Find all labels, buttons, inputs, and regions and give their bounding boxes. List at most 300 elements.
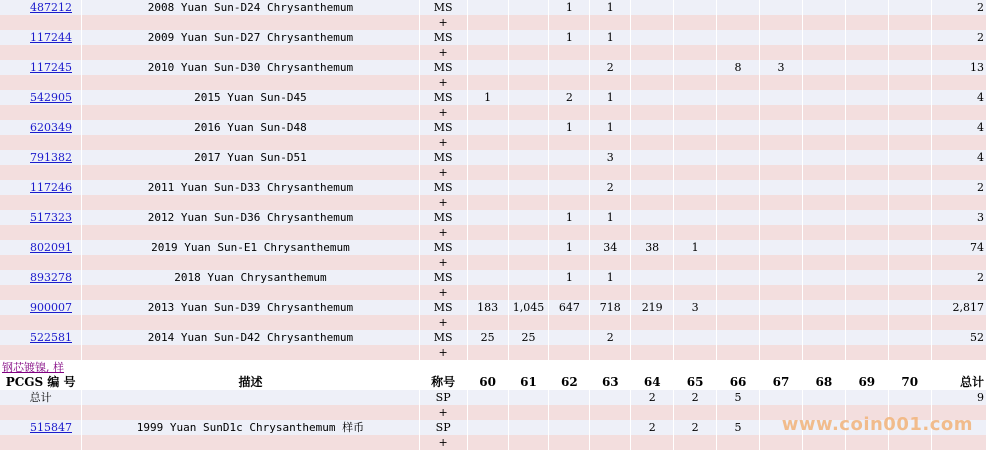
grade-count-cell: [467, 60, 508, 75]
grade-count-cell: [802, 120, 845, 135]
empty-cell: [590, 195, 631, 210]
empty-cell: [590, 225, 631, 240]
grade-count-cell: 219: [631, 300, 674, 315]
grade-count-cell: 3: [590, 150, 631, 165]
empty-cell: [931, 45, 986, 60]
grade-count-cell: [549, 180, 590, 195]
grade-count-cell: [845, 120, 888, 135]
plus-cell[interactable]: +: [419, 435, 467, 450]
empty-cell: [467, 15, 508, 30]
empty-cell: [888, 45, 931, 60]
plus-cell[interactable]: +: [419, 135, 467, 150]
plus-row: [0, 285, 987, 300]
pcgs-number-link[interactable]: 522581: [30, 331, 72, 344]
column-header: 63: [590, 375, 631, 390]
grade-count-cell: 1: [549, 0, 590, 15]
empty-cell: [760, 225, 803, 240]
empty-cell: [631, 315, 674, 330]
grade-count-cell: [802, 30, 845, 45]
empty-cell: [0, 105, 82, 120]
empty-cell: [467, 405, 508, 420]
pcgs-number-cell: [0, 180, 82, 195]
grade-count-cell: [802, 0, 845, 15]
table-row: [0, 210, 987, 225]
pcgs-number-cell: [0, 120, 82, 135]
grade-count-cell: [717, 120, 760, 135]
grade-count-cell: 1: [590, 0, 631, 15]
grade-count-cell: [590, 390, 631, 405]
pcgs-number-link[interactable]: 802091: [30, 241, 72, 254]
empty-cell: [674, 195, 717, 210]
empty-cell: [82, 315, 419, 330]
grade-count-cell: [845, 0, 888, 15]
grade-count-cell: [760, 390, 803, 405]
grade-count-cell: 2: [590, 180, 631, 195]
empty-cell: [931, 165, 986, 180]
empty-cell: [82, 345, 419, 360]
empty-cell: [590, 405, 631, 420]
empty-cell: [82, 105, 419, 120]
table-row: [0, 180, 987, 195]
grade-count-cell: [674, 30, 717, 45]
grade-count-cell: [845, 150, 888, 165]
empty-cell: [760, 75, 803, 90]
grade-count-cell: 25: [467, 330, 508, 345]
grade-count-cell: 1: [590, 90, 631, 105]
empty-cell: [717, 75, 760, 90]
plus-cell[interactable]: +: [419, 285, 467, 300]
grade-count-cell: 718: [590, 300, 631, 315]
empty-cell: [845, 75, 888, 90]
empty-cell: [760, 165, 803, 180]
grade-count-cell: [888, 180, 931, 195]
grade-count-cell: [717, 330, 760, 345]
empty-cell: [590, 135, 631, 150]
empty-cell: [931, 135, 986, 150]
empty-cell: [508, 435, 549, 450]
section-row: [0, 360, 987, 375]
grade-count-cell: 8: [717, 60, 760, 75]
empty-cell: [82, 435, 419, 450]
grade-count-cell: [631, 90, 674, 105]
empty-cell: [467, 435, 508, 450]
empty-cell: [631, 75, 674, 90]
grade-count-cell: [760, 0, 803, 15]
column-header: 称号: [419, 375, 467, 390]
empty-cell: [82, 225, 419, 240]
pcgs-number-cell: [0, 90, 82, 105]
grade-count-cell: [549, 60, 590, 75]
empty-cell: [631, 45, 674, 60]
empty-cell: [631, 165, 674, 180]
grade-count-cell: [631, 270, 674, 285]
grade-count-cell: 1: [549, 240, 590, 255]
empty-cell: [888, 75, 931, 90]
grade-count-cell: [631, 60, 674, 75]
empty-cell: [0, 195, 82, 210]
empty-cell: [590, 315, 631, 330]
empty-cell: [845, 195, 888, 210]
pcgs-number-link[interactable]: 517323: [30, 211, 72, 224]
empty-cell: [631, 435, 674, 450]
grade-count-cell: [508, 90, 549, 105]
empty-cell: [467, 195, 508, 210]
total-cell: 4: [931, 90, 986, 105]
empty-cell: [508, 405, 549, 420]
pcgs-number-cell: [0, 30, 82, 45]
plus-cell[interactable]: +: [419, 225, 467, 240]
pcgs-number-cell: [0, 330, 82, 345]
pcgs-number-link[interactable]: 117245: [30, 61, 72, 74]
grade-count-cell: [802, 300, 845, 315]
empty-cell: [674, 435, 717, 450]
grade-count-cell: [845, 330, 888, 345]
empty-cell: [674, 255, 717, 270]
empty-cell: [931, 75, 986, 90]
empty-cell: [0, 165, 82, 180]
pcgs-number-link[interactable]: 900007: [30, 301, 72, 314]
empty-cell: [717, 135, 760, 150]
grade-count-cell: [717, 90, 760, 105]
empty-cell: [0, 405, 82, 420]
column-header: PCGS 编 号: [0, 375, 82, 390]
empty-cell: [674, 285, 717, 300]
table-row: [0, 390, 987, 405]
empty-cell: [931, 105, 986, 120]
pcgs-number-link[interactable]: 791382: [30, 151, 72, 164]
empty-cell: [549, 255, 590, 270]
grade-count-cell: [717, 240, 760, 255]
grade-count-cell: [467, 0, 508, 15]
description-cell: 2018 Yuan Chrysanthemum: [82, 270, 419, 285]
empty-cell: [674, 165, 717, 180]
grade-count-cell: [760, 300, 803, 315]
empty-cell: [845, 45, 888, 60]
grade-count-cell: [508, 150, 549, 165]
designation-cell: MS: [419, 210, 467, 225]
empty-cell: [845, 15, 888, 30]
empty-cell: [760, 345, 803, 360]
empty-cell: [508, 45, 549, 60]
pcgs-number-link[interactable]: 542905: [30, 91, 72, 104]
plus-cell[interactable]: +: [419, 315, 467, 330]
grade-count-cell: 2: [631, 390, 674, 405]
total-cell: 2: [931, 0, 986, 15]
grade-count-cell: [845, 300, 888, 315]
empty-cell: [549, 405, 590, 420]
empty-cell: [760, 285, 803, 300]
empty-cell: [888, 225, 931, 240]
pcgs-number-cell: [0, 60, 82, 75]
grade-count-cell: 1: [590, 120, 631, 135]
empty-cell: [931, 15, 986, 30]
empty-cell: [888, 255, 931, 270]
grade-count-cell: [845, 240, 888, 255]
empty-cell: [467, 345, 508, 360]
grade-count-cell: [888, 120, 931, 135]
grade-count-cell: 1: [590, 210, 631, 225]
grade-count-cell: 38: [631, 240, 674, 255]
empty-cell: [888, 135, 931, 150]
empty-cell: [0, 315, 82, 330]
plus-cell[interactable]: +: [419, 75, 467, 90]
empty-cell: [931, 435, 986, 450]
grade-count-cell: [717, 0, 760, 15]
grade-count-cell: [674, 180, 717, 195]
column-header: 61: [508, 375, 549, 390]
grade-count-cell: [845, 90, 888, 105]
empty-cell: [631, 255, 674, 270]
description-cell: 1999 Yuan SunD1c Chrysanthemum 样币: [82, 420, 419, 435]
grade-count-cell: 1: [590, 270, 631, 285]
description-cell: 2015 Yuan Sun-D45: [82, 90, 419, 105]
plus-row: [0, 195, 987, 210]
plus-row: [0, 15, 987, 30]
pcgs-number-link[interactable]: 487212: [30, 1, 72, 14]
empty-cell: [845, 435, 888, 450]
grade-count-cell: [508, 120, 549, 135]
empty-cell: [931, 285, 986, 300]
empty-cell: [845, 105, 888, 120]
empty-cell: [467, 315, 508, 330]
grade-count-cell: 1,045: [508, 300, 549, 315]
designation-cell: MS: [419, 30, 467, 45]
empty-cell: [845, 285, 888, 300]
plus-row: [0, 165, 987, 180]
empty-cell: [888, 195, 931, 210]
grade-count-cell: [760, 180, 803, 195]
grade-count-cell: [888, 0, 931, 15]
empty-cell: [82, 405, 419, 420]
grade-count-cell: [888, 390, 931, 405]
column-header: 60: [467, 375, 508, 390]
watermark: www.coin001.com: [781, 414, 973, 435]
table-row: [0, 330, 987, 345]
grade-count-cell: [467, 150, 508, 165]
designation-cell: MS: [419, 0, 467, 15]
total-cell: 2,817: [931, 300, 986, 315]
grade-count-cell: 3: [674, 300, 717, 315]
grade-count-cell: 2: [590, 330, 631, 345]
empty-cell: [802, 105, 845, 120]
empty-cell: [82, 15, 419, 30]
empty-cell: [888, 315, 931, 330]
grade-count-cell: [674, 90, 717, 105]
grade-count-cell: [845, 270, 888, 285]
grade-count-cell: [549, 330, 590, 345]
empty-cell: [802, 195, 845, 210]
column-header: 68: [802, 375, 845, 390]
grade-count-cell: [888, 270, 931, 285]
description-cell: 2017 Yuan Sun-D51: [82, 150, 419, 165]
section-link[interactable]: 钢芯镀镍, 样: [2, 361, 64, 374]
empty-cell: [590, 105, 631, 120]
grade-count-cell: 3: [760, 60, 803, 75]
empty-cell: [631, 105, 674, 120]
empty-cell: [82, 75, 419, 90]
description-cell: 2010 Yuan Sun-D30 Chrysanthemum: [82, 60, 419, 75]
plus-row: [0, 45, 987, 60]
empty-cell: [802, 255, 845, 270]
grade-count-cell: [760, 240, 803, 255]
empty-cell: [845, 345, 888, 360]
grade-count-cell: 25: [508, 330, 549, 345]
empty-cell: [590, 165, 631, 180]
grade-count-cell: [888, 30, 931, 45]
empty-cell: [717, 165, 760, 180]
grade-count-cell: [508, 240, 549, 255]
empty-cell: [467, 135, 508, 150]
plus-cell[interactable]: +: [419, 255, 467, 270]
plus-cell[interactable]: +: [419, 105, 467, 120]
plus-cell[interactable]: +: [419, 15, 467, 30]
pcgs-number-cell: [0, 240, 82, 255]
empty-cell: [508, 15, 549, 30]
description-cell: 2008 Yuan Sun-D24 Chrysanthemum: [82, 0, 419, 15]
empty-cell: [631, 135, 674, 150]
plus-row: [0, 435, 987, 450]
empty-cell: [931, 345, 986, 360]
table-row: [0, 240, 987, 255]
grade-count-cell: 1: [549, 30, 590, 45]
total-cell: 2: [931, 270, 986, 285]
grade-count-cell: [674, 0, 717, 15]
grade-count-cell: [802, 390, 845, 405]
total-cell: 9: [931, 390, 986, 405]
column-header: 65: [674, 375, 717, 390]
empty-cell: [802, 15, 845, 30]
empty-cell: [631, 15, 674, 30]
empty-cell: [802, 135, 845, 150]
grade-count-cell: [674, 330, 717, 345]
empty-cell: [82, 255, 419, 270]
empty-cell: [674, 315, 717, 330]
empty-cell: [888, 435, 931, 450]
plus-row: [0, 135, 987, 150]
grade-count-cell: [717, 300, 760, 315]
plus-row: [0, 105, 987, 120]
description-cell: 2014 Yuan Sun-D42 Chrysanthemum: [82, 330, 419, 345]
grade-count-cell: [508, 390, 549, 405]
empty-cell: [631, 195, 674, 210]
grade-count-cell: [760, 120, 803, 135]
grade-count-cell: [802, 210, 845, 225]
grade-count-cell: 2: [674, 420, 717, 435]
grade-count-cell: 1: [590, 30, 631, 45]
empty-cell: [717, 315, 760, 330]
empty-cell: [931, 255, 986, 270]
empty-cell: [82, 285, 419, 300]
empty-cell: [549, 225, 590, 240]
empty-cell: [717, 15, 760, 30]
grade-count-cell: [802, 240, 845, 255]
empty-cell: [888, 285, 931, 300]
total-cell: 4: [931, 120, 986, 135]
empty-cell: [549, 285, 590, 300]
description-cell: 2011 Yuan Sun-D33 Chrysanthemum: [82, 180, 419, 195]
grade-count-cell: [888, 330, 931, 345]
empty-cell: [467, 165, 508, 180]
table-row: [0, 120, 987, 135]
grade-count-cell: [674, 270, 717, 285]
grade-count-cell: [760, 150, 803, 165]
pcgs-number-link[interactable]: 620349: [30, 121, 72, 134]
empty-cell: [760, 255, 803, 270]
grade-count-cell: [467, 30, 508, 45]
grade-count-cell: [631, 330, 674, 345]
empty-cell: [508, 285, 549, 300]
pcgs-number-cell: [0, 420, 82, 435]
empty-cell: [631, 405, 674, 420]
grade-count-cell: [631, 0, 674, 15]
grade-count-cell: [549, 150, 590, 165]
designation-cell: MS: [419, 180, 467, 195]
empty-cell: [845, 225, 888, 240]
empty-cell: [590, 285, 631, 300]
designation-cell: MS: [419, 60, 467, 75]
grade-count-cell: [549, 390, 590, 405]
grade-count-cell: [717, 150, 760, 165]
empty-cell: [549, 315, 590, 330]
empty-cell: [549, 345, 590, 360]
grade-count-cell: [760, 90, 803, 105]
pcgs-number-link[interactable]: 515847: [30, 421, 72, 434]
grade-count-cell: 1: [549, 270, 590, 285]
empty-cell: [590, 435, 631, 450]
plus-row: [0, 225, 987, 240]
plus-cell[interactable]: +: [419, 165, 467, 180]
pcgs-number-cell: [0, 270, 82, 285]
empty-cell: [590, 75, 631, 90]
designation-cell: SP: [419, 390, 467, 405]
pcgs-number-link[interactable]: 117246: [30, 181, 72, 194]
plus-cell[interactable]: +: [419, 345, 467, 360]
grade-count-cell: [802, 180, 845, 195]
grade-count-cell: [508, 60, 549, 75]
pcgs-number-cell: [0, 300, 82, 315]
plus-cell[interactable]: +: [419, 405, 467, 420]
plus-cell[interactable]: +: [419, 45, 467, 60]
grade-count-cell: [760, 210, 803, 225]
column-header: 66: [717, 375, 760, 390]
empty-cell: [590, 15, 631, 30]
empty-cell: [717, 345, 760, 360]
grade-count-cell: [802, 90, 845, 105]
pcgs-number-link[interactable]: 893278: [30, 271, 72, 284]
grade-count-cell: [888, 300, 931, 315]
grade-count-cell: [467, 210, 508, 225]
pcgs-number-link[interactable]: 117244: [30, 31, 72, 44]
empty-cell: [760, 315, 803, 330]
grade-count-cell: [508, 180, 549, 195]
empty-cell: [802, 435, 845, 450]
empty-cell: [549, 75, 590, 90]
empty-cell: [760, 45, 803, 60]
grade-count-cell: [467, 270, 508, 285]
description-cell: 2009 Yuan Sun-D27 Chrysanthemum: [82, 30, 419, 45]
empty-cell: [888, 105, 931, 120]
plus-cell[interactable]: +: [419, 195, 467, 210]
column-header: 总计: [931, 375, 986, 390]
grade-count-cell: [674, 120, 717, 135]
grade-count-cell: 1: [674, 240, 717, 255]
column-header: 67: [760, 375, 803, 390]
empty-cell: [674, 15, 717, 30]
empty-cell: [802, 315, 845, 330]
total-cell: 4: [931, 150, 986, 165]
grade-count-cell: 2: [674, 390, 717, 405]
grade-count-cell: [508, 30, 549, 45]
